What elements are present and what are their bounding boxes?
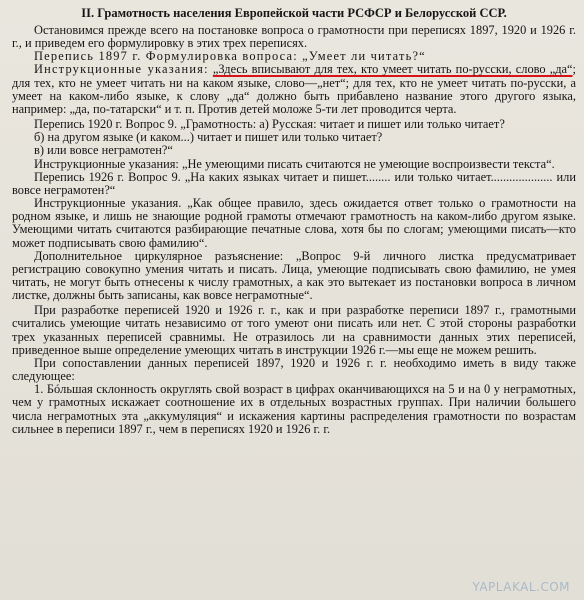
watermark: YAPLAKAL.COM xyxy=(472,580,570,594)
paragraph-circular: Дополнительное циркулярное разъяснение: „Вопрос 9-й личного листка предусматривает регистрацию совокупно умения читать и писать. Лица, умеющие подписывать свою фамилию, не умея читать, не могут быть отнесены к числу грамотных, а как это вытекает из постановки вопроса в личном листке, должны быть записаны, как вовсе неграмотные“. xyxy=(12,248,576,303)
paragraph-instructions-1897 xyxy=(12,63,576,116)
paragraph-comparability: При разработке переписей 1920 и 1926 г. г., как и при разработке переписи 1897 г., грамотными считались умеющие читать независимо от того умеют они писать или нет. С этой стороны разработки трех указанных переписей сравнимы. Не отразилось ли на сравнимости данных этих переписей, приведенное выше определение умеющих читать в инструкции 1926 г.—мы еще не можем решить. xyxy=(12,303,576,357)
paragraph-comparison: При сопоставлении данных переписей 1897, 1920 и 1926 г. г. необходимо иметь в виду также следующее: xyxy=(12,355,576,384)
instructions-text: ; для тех, кто не умеет читать ни на каком языке, слово—„нет“; для тех, кто не умеет читать по-русски, а умеет на каком-либо языке, к слову „да“ должно быть прибавлено название этого другого языка, например: „да, по-татарски“ и т. п. Против детей моложе 5-ти лет проводится черта. xyxy=(12,62,576,116)
instructions-label: Инструкционные указания: xyxy=(34,62,209,77)
paragraph-question-b: б) на другом языке (и каком...) читает и пишет или только читает? xyxy=(34,130,383,145)
paragraph-point-1: 1. Бóльшая склонность округлять свой возраст в цифрах оканчивающихся на 5 и на 0 у неграмотных, чем у грамотных искажает соотношение их в отдельных возрастных группах. При наличии большего числа неграмотных эта „аккумуляция“ и искажения картины распределения грамотности по возрастам сильнее в переписи 1897 г., чем в переписях 1920 и 1926 г. г. xyxy=(12,382,576,436)
paragraph-instructions-1920: Инструкционные указания: „Не умеющими писать считаются не умеющие воспроизвести текста“. xyxy=(34,156,555,171)
underlined-quote: „Здесь вписывают для тех, кто умеет читать по-русски, слово „да“ xyxy=(212,62,573,77)
paragraph-instructions-1926: Инструкционные указания. „Как общее правило, здесь ожидается ответ только о грамотности на родном языке, и лишь не знающие родной грамоты отмечают грамотность на каком-либо другом языке. Умеющими читать считаются разбирающие печатные слова, хотя бы по слогам; умеющими писать—кто может подписывать свою фамилию“. xyxy=(12,196,576,250)
paragraph-intro: Остановимся прежде всего на постановке вопроса о грамотности при переписях 1897, 1920 и 1926 г. г., и приведем его формулировку в этих трех переписях. xyxy=(12,23,576,51)
section-heading: II. Грамотность населения Европейской части РСФСР и Белорусской ССР. xyxy=(81,6,507,20)
paragraph-census-1926: Перепись 1926 г. Вопрос 9. „На каких языках читает и пишет........ или только читает.................... или вовсе неграмотен?“ xyxy=(12,169,576,197)
paragraph-question-c: в) или вовсе неграмотен?“ xyxy=(34,143,173,158)
paragraph-census-1920: Перепись 1920 г. Вопрос 9. „Грамотность: а) Русская: читает и пишет или только читает? xyxy=(34,117,505,132)
paragraph-census-1897: Перепись 1897 г. Формулировка вопроса: „Умеет ли читать?“ xyxy=(34,49,426,64)
